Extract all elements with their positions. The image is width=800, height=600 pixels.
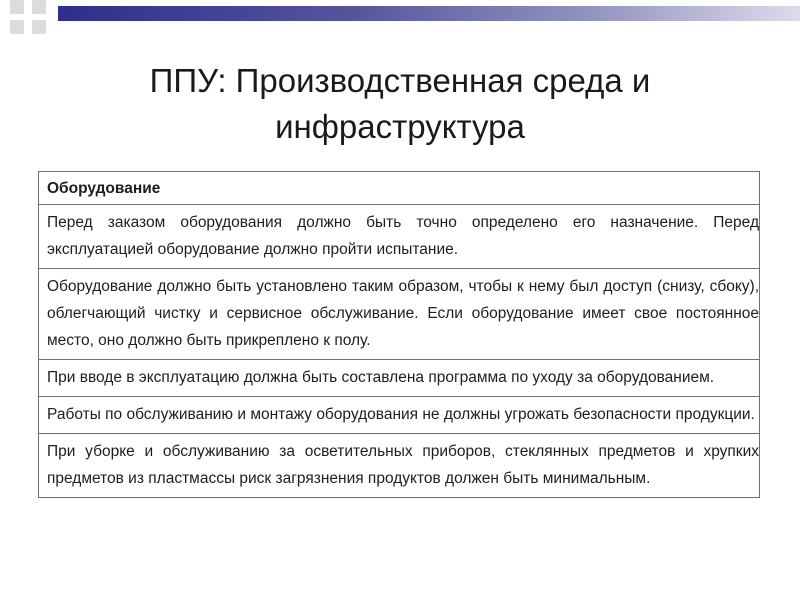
decor-square — [32, 20, 46, 34]
table-row — [39, 397, 760, 434]
table-cell: Оборудование должно быть установлено таким образом, чтобы к нему был доступ (снизу, сбоку), облегчающий чистку и сервисное обслуживание. Если оборудование имеет свое постоянное место, оно должно быть прикреплено к полу. — [39, 269, 760, 360]
equipment-table — [38, 171, 760, 498]
table-cell: Перед заказом оборудования должно быть точно определено его назначение. Перед эксплуатацией оборудование должно пройти испытание. — [39, 205, 760, 269]
table-row — [39, 360, 760, 397]
table-header-row — [39, 172, 760, 205]
decor-square — [32, 0, 46, 14]
table-row — [39, 269, 760, 360]
table-cell: При вводе в эксплуатацию должна быть составлена программа по уходу за оборудованием. — [39, 360, 760, 397]
table-row — [39, 434, 760, 498]
header-gradient-bar — [58, 6, 800, 21]
decor-square — [10, 20, 24, 34]
slide-title — [60, 58, 740, 150]
table-row — [39, 205, 760, 269]
decor-square — [10, 0, 24, 14]
decorative-header — [0, 0, 800, 46]
table-header-cell: Оборудование — [39, 172, 760, 205]
slide-title-line-1: ППУ: Производственная среда и — [149, 62, 651, 99]
slide-title-line-2: инфраструктура — [275, 108, 525, 145]
table-cell: При уборке и обслуживанию за осветительных приборов, стеклянных предметов и хрупких предметов из пластмассы риск загрязнения продуктов должен быть минимальным. — [39, 434, 760, 498]
table-cell: Работы по обслуживанию и монтажу оборудования не должны угрожать безопасности продукции. — [39, 397, 760, 434]
